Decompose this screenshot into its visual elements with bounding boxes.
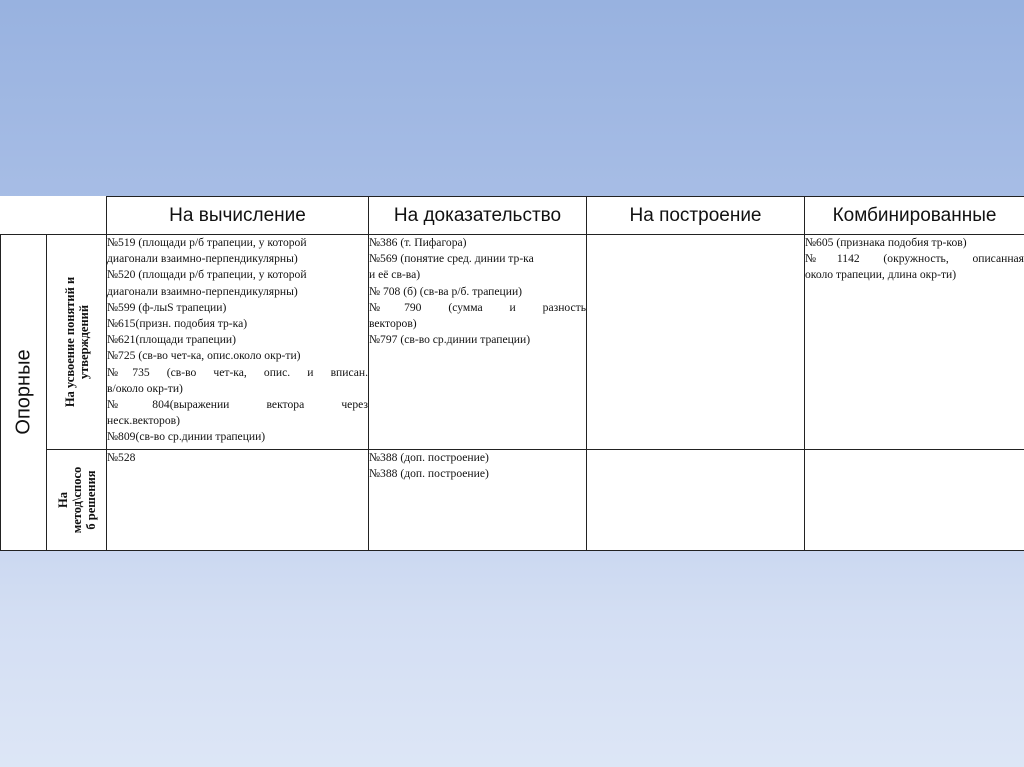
list-item: №735 (св-во чет-ка, опис. и вписан. <box>107 365 368 379</box>
list-item: №790 (сумма и разность <box>369 300 586 314</box>
list-item: №797 (св-во ср.динии трапеции) <box>369 333 531 347</box>
task-table <box>0 196 1024 551</box>
cell-proof <box>369 235 587 450</box>
row-group-label: Опорные <box>12 349 34 435</box>
list-item: диагонали взаимно-перпендикулярны) <box>107 252 298 266</box>
row-group-cell <box>1 235 47 551</box>
list-item: диагонали взаимно-перпендикулярны) <box>107 284 298 298</box>
list-item: №388 (доп. построение) <box>369 467 489 481</box>
cell-combo <box>805 450 1024 551</box>
cell-build <box>587 450 805 551</box>
list-item: №388 (доп. построение) <box>369 451 489 464</box>
list-item: в/около окр-ти) <box>107 381 183 395</box>
column-header-combo: Комбинированные <box>805 197 1024 235</box>
list-item: №809(св-во ср.динии трапеции) <box>107 430 266 444</box>
cell-build <box>587 235 805 450</box>
list-item: №520 (площади р/б трапеции, у которой <box>107 268 307 282</box>
list-item: №804(выражении вектора через <box>107 398 368 412</box>
list-item: №519 (площади р/б трапеции, у которой <box>107 236 307 249</box>
table-row <box>1 450 1024 551</box>
list-item: №528 <box>107 451 136 464</box>
table-row <box>1 235 1024 450</box>
row-label: На усвоение понятий и утверждений <box>62 276 91 408</box>
list-item: №725 (св-во чет-ка, опис.около окр-ти) <box>107 349 301 363</box>
table-sheet <box>0 196 1024 550</box>
list-item: векторов) <box>369 317 417 331</box>
list-item: №386 (т. Пифагора) <box>369 236 467 249</box>
column-header-proof: На доказательство <box>369 197 587 235</box>
list-item: и её св-ва) <box>369 268 421 282</box>
list-item: №621(площади трапеции) <box>107 333 236 347</box>
cell-combo <box>805 235 1024 450</box>
corner-cell <box>1 197 107 235</box>
column-header-calc: На вычисление <box>107 197 369 235</box>
cell-proof <box>369 450 587 551</box>
list-item: №569 (понятие сред. динии тр-ка <box>369 252 534 266</box>
row-label-cell <box>47 450 107 551</box>
cell-calc <box>107 450 369 551</box>
list-item: №599 (ф-лыS трапеции) <box>107 300 227 314</box>
column-header-build: На построение <box>587 197 805 235</box>
header-row <box>1 197 1024 235</box>
row-label-cell <box>47 235 107 450</box>
list-item: № 708 (б) (св-ва р/б. трапеции) <box>369 284 523 298</box>
list-item: около трапеции, длина окр-ти) <box>805 268 957 282</box>
list-item: неск.векторов) <box>107 414 180 428</box>
row-label: На метод\спосо б решения <box>55 466 98 534</box>
list-item: №1142 (окружность, описанная <box>805 252 1024 266</box>
list-item: №605 (признака подобия тр-ков) <box>805 236 967 249</box>
cell-calc <box>107 235 369 450</box>
list-item: №615(призн. подобия тр-ка) <box>107 317 248 331</box>
